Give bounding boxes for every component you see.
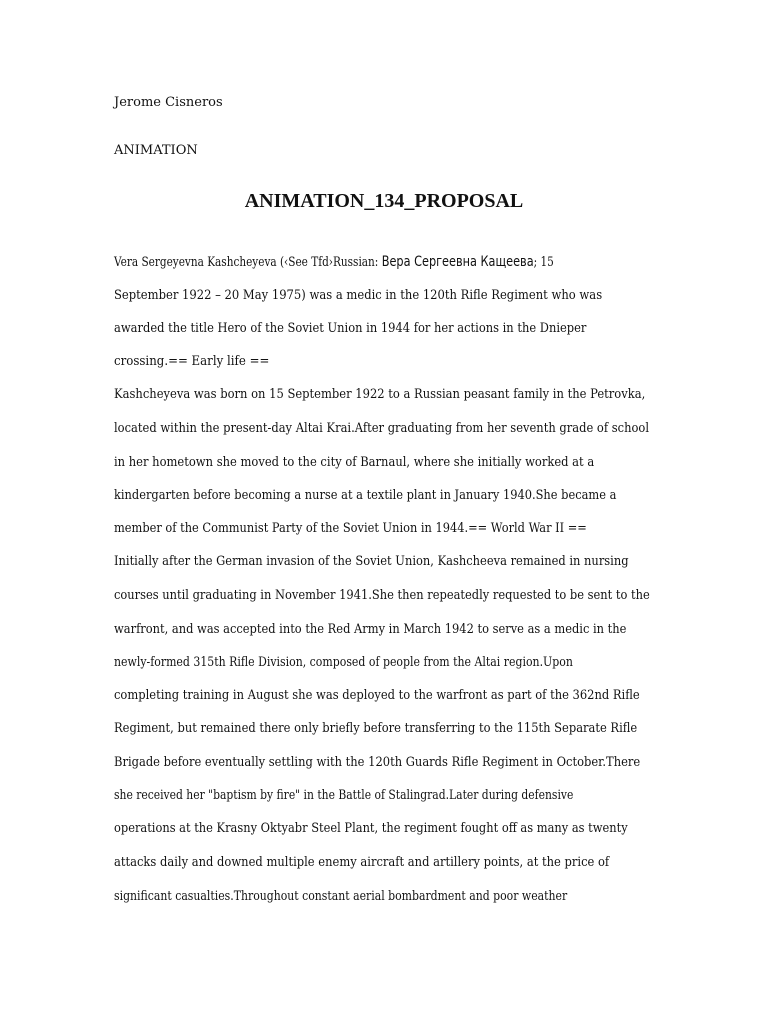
body-line: September 1922 – 20 May 1975) was a medic in the 120th Rifle Regiment who was <box>114 288 603 303</box>
body-line: Kashcheyeva was born on 15 September 1922 to a Russian peasant family in the Petrovka, <box>114 387 646 402</box>
body-line: she received her "baptism by fire" in the Battle of Stalingrad.Later during defensive <box>114 788 574 803</box>
body-line: Regiment, but remained there only briefly before transferring to the 115th Separate Rifle <box>114 721 638 736</box>
body-line: completing training in August she was deployed to the warfront as part of the 362nd Rifle <box>114 688 640 703</box>
body-line <box>114 254 554 271</box>
body-line: operations at the Krasny Oktyabr Steel Plant, the regiment fought off as many as twenty <box>114 821 628 836</box>
body-line: Initially after the German invasion of the Soviet Union, Kashcheeva remained in nursing <box>114 554 629 569</box>
body-line: in her hometown she moved to the city of Barnaul, where she initially worked at a <box>114 455 595 470</box>
author-name: Jerome Cisneros <box>114 95 223 110</box>
body-line: Brigade before eventually settling with the 120th Guards Rifle Regiment in October.There <box>114 755 641 770</box>
russian-name: Вера Сергеевна Кащеева <box>381 254 534 270</box>
body-text: ; 15 <box>533 255 554 270</box>
body-line: warfront, and was accepted into the Red Army in March 1942 to serve as a medic in the <box>114 622 627 637</box>
body-line: kindergarten before becoming a nurse at a textile plant in January 1940.She became a <box>114 488 617 503</box>
body-line: located within the present-day Altai Krai.After graduating from her seventh grade of school <box>114 421 650 436</box>
body-line: member of the Communist Party of the Soviet Union in 1944.== World War II == <box>114 521 587 536</box>
body-line: crossing.== Early life == <box>114 354 270 369</box>
course-name: ANIMATION <box>114 143 198 158</box>
body-line: newly-formed 315th Rifle Division, composed of people from the Altai region.Upon <box>114 655 573 670</box>
document-title: ANIMATION_134_PROPOSAL <box>244 190 524 212</box>
body-line: courses until graduating in November 1941.She then repeatedly requested to be sent to the <box>114 588 650 603</box>
body-line: attacks daily and downed multiple enemy aircraft and artillery points, at the price of <box>114 855 610 870</box>
body-text: Vera Sergeyevna Kashcheyeva (‹See Tfd›Russian: <box>114 255 382 270</box>
body-line: significant casualties.Throughout constant aerial bombardment and poor weather <box>114 889 568 904</box>
body-line: awarded the title Hero of the Soviet Union in 1944 for her actions in the Dnieper <box>114 321 587 336</box>
